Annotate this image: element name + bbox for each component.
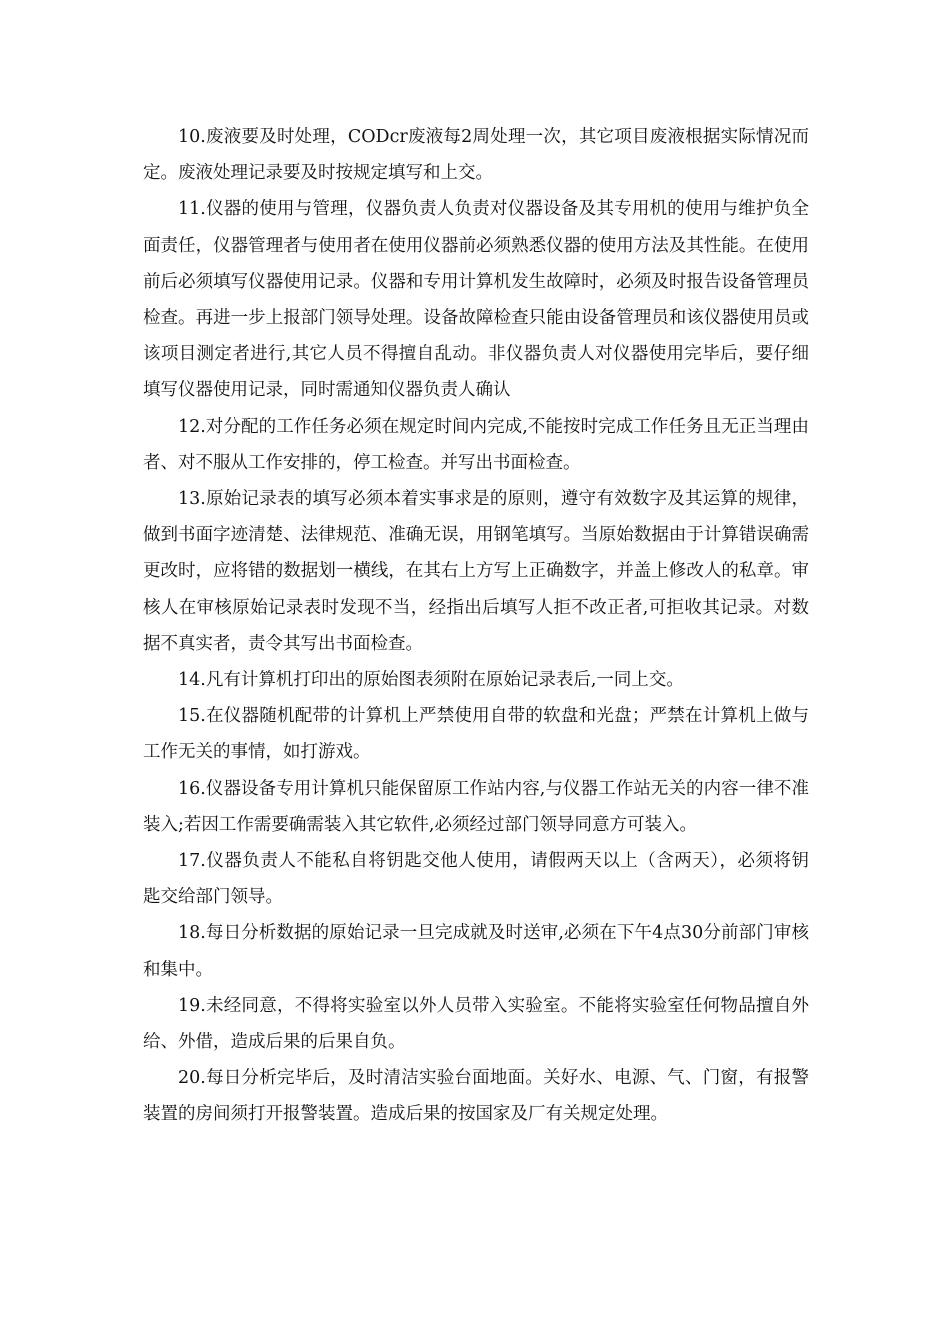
paragraph-12: 12.对分配的工作任务必须在规定时间内完成,不能按时完成工作任务且无正当理由者、对不服从工作安排的，停工检查。并写出书面检查。: [143, 416, 809, 473]
paragraph-19: 19.未经同意，不得将实验室以外人员带入实验室。不能将实验室任何物品擅自外给、外借，造成后果的后果自负。: [143, 995, 809, 1053]
paragraph-18: 18.每日分析数据的原始记录一旦完成就及时送审,必须在下午4点30分前部门审核和集中。: [143, 923, 809, 980]
paragraph-20: 20.每日分析完毕后，及时清洁实验台面地面。关好水、电源、气、门窗，有报警装置的房间须打开报警装置。造成后果的按国家及厂有关规定处理。: [143, 1068, 809, 1125]
paragraph-11: 11.仪器的使用与管理，仪器负责人负责对仪器设备及其专用机的使用与维护负全面责任，仪器管理者与使用者在使用仪器前必须熟悉仪器的使用方法及其性能。在使用前后必须填写仪器使用记录。仪器和专用计算机发生故障时，必须及时报告设备管理员检查。再进一步上报部门领导处理。设备故障检查只能由设备管理员和该仪器使用员或该项目测定者进行,其它人员不得擅自乱动。非仪器负责人对仪器使用完毕后，要仔细填写仪器使用记录，同时需通知仪器负责人确认: [143, 199, 809, 401]
paragraph-16: 16.仪器设备专用计算机只能保留原工作站内容,与仪器工作站无关的内容一律不准装入;若因工作需要确需装入其它软件,必须经过部门领导同意方可装入。: [143, 778, 809, 835]
paragraph-10: 10.废液要及时处理，CODcr废液每2周处理一次，其它项目废液根据实际情况而定。废液处理记录要及时按规定填写和上交。: [143, 127, 809, 184]
paragraph-15: 15.在仪器随机配带的计算机上严禁使用自带的软盘和光盘；严禁在计算机上做与工作无关的事情，如打游戏。: [143, 706, 809, 763]
paragraph-13: 13.原始记录表的填写必须本着实事求是的原则，遵守有效数字及其运算的规律，做到书面字迹清楚、法律规范、准确无误，用钢笔填写。当原始数据由于计算错误确需更改时，应将错的数据划一横线，在其右上方写上正确数字，并盖上修改人的私章。审核人在审核原始记录表时发现不当，经指出后填写人拒不改正者,可拒收其记录。对数据不真实者，责令其写出书面检查。: [143, 489, 809, 654]
paragraph-17: 17.仪器负责人不能私自将钥匙交他人使用，请假两天以上（含两天），必须将钥匙交给部门领导。: [143, 851, 809, 908]
document-body: [143, 119, 809, 1133]
paragraph-14: 14.凡有计算机打印出的原始图表须附在原始记录表后,一同上交。: [178, 670, 684, 691]
